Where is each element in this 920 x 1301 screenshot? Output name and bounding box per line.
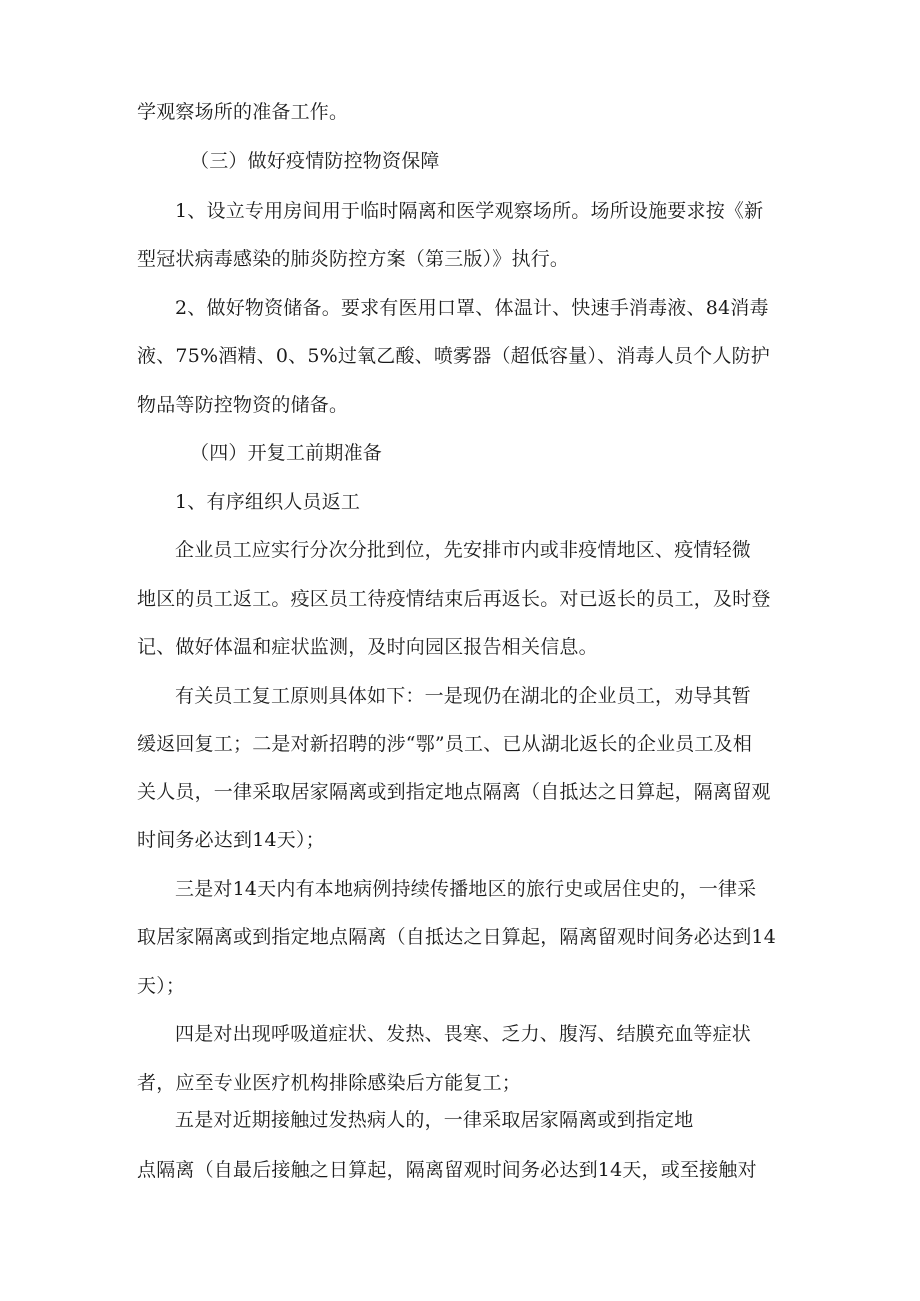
text-line: 五是对近期接触过发热病人的，一律采取居家隔离或到指定地: [175, 1109, 694, 1131]
text-line: 学观察场所的准备工作。: [137, 101, 349, 123]
text-line: 天）；: [137, 975, 186, 997]
section-heading: （四）开复工前期准备: [190, 442, 383, 464]
text-line: 者，应至专业医疗机构排除感染后方能复工；: [137, 1072, 522, 1094]
text-line: 物品等防控物资的储备。: [137, 394, 349, 416]
text-line: 取居家隔离或到指定地点隔离（自抵达之日算起，隔离留观时间务必达到14: [137, 926, 776, 948]
text-line: 四是对出现呼吸道症状、发热、畏寒、乏力、腹泻、结膜充血等症状: [175, 1023, 752, 1045]
text-line: 关人员，一律采取居家隔离或到指定地点隔离（自抵达之日算起，隔离留观: [137, 781, 771, 803]
text-line: 时间务必达到14天）；: [137, 829, 325, 851]
text-line: 1、设立专用房间用于临时隔离和医学观察场所。场所设施要求按《新: [175, 200, 764, 222]
text-line: 三是对14天内有本地病例持续传播地区的旅行史或居住史的，一律采: [175, 878, 757, 900]
text-line: 缓返回复工；二是对新招聘的涉“鄂”员工、已从湖北返长的企业员工及相: [137, 733, 753, 755]
section-heading: （三）做好疫情防控物资保障: [190, 150, 440, 172]
text-line: 企业员工应实行分次分批到位，先安排市内或非疫情地区、疫情轻微: [175, 539, 752, 561]
text-line: 型冠状病毒感染的肺炎防控方案（第三版）》执行。: [137, 248, 570, 270]
text-line: 有关员工复工原则具体如下：一是现仍在湖北的企业员工，劝导其暂: [175, 685, 752, 707]
subheading: 1、有序组织人员返工: [175, 491, 361, 513]
text-line: 地区的员工返工。疫区员工待疫情结束后再返长。对已返长的员工，及时登: [137, 588, 771, 610]
text-line: 点隔离（自最后接触之日算起，隔离留观时间务必达到14天，或至接触对: [137, 1159, 757, 1181]
text-line: 2、做好物资储备。要求有医用口罩、体温计、快速手消毒液、84消毒: [175, 297, 769, 319]
text-line: 记、做好体温和症状监测，及时向园区报告相关信息。: [137, 636, 598, 658]
text-line: 液、75%酒精、0、5%过氧乙酸、喷雾器（超低容量）、消毒人员个人防护: [137, 345, 770, 367]
